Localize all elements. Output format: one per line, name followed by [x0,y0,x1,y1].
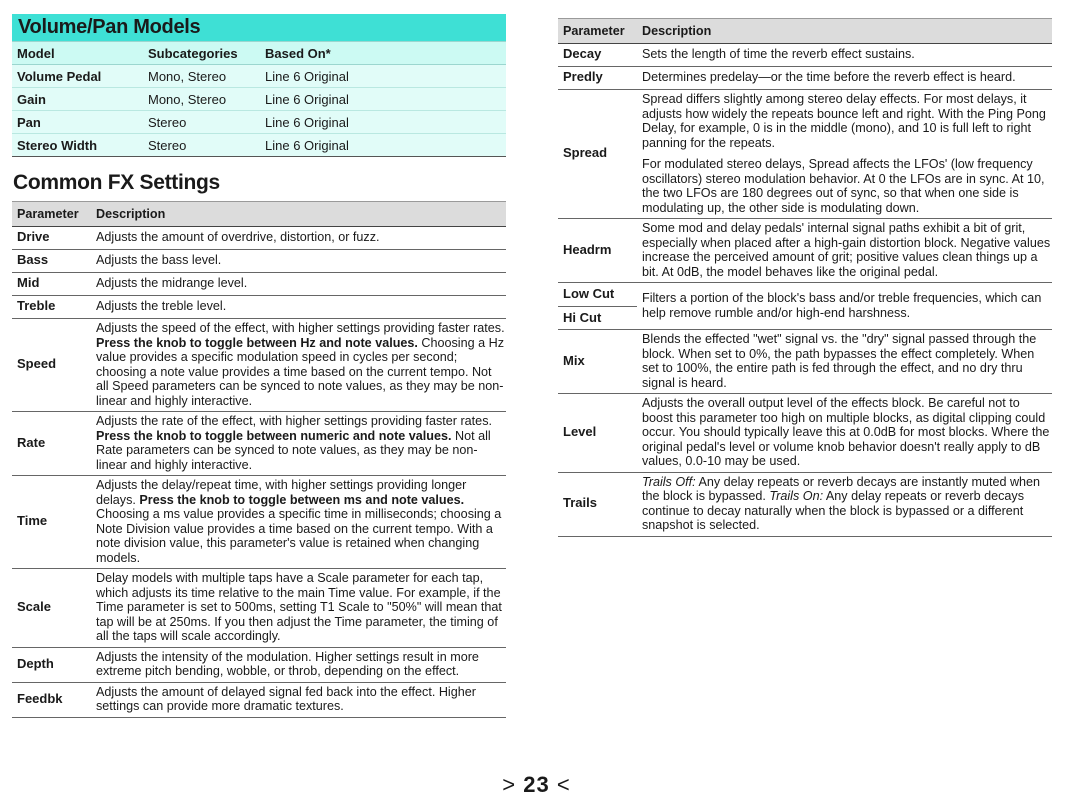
desc-text: Adjusts the speed of the effect, with higher settings providing faster rates. [96,321,505,335]
param-name: Level [558,394,637,473]
param-desc: Some mod and delay pedals' internal signal paths exhibit a bit of grit, especially when placed after a high-gain distortion block. Negative values increase the perceived amount of grit; positive values clean things up a bit. At 0dB, the model behaves like the original pedal. [637,219,1052,283]
table-row [558,394,1052,473]
param-desc: Adjusts the bass level. [91,250,506,273]
based-on-cell: Line 6 Original [260,88,506,111]
table-row [558,472,1052,536]
param-name: Trails [558,472,637,536]
param-name: Rate [12,412,91,476]
table-header-row [12,42,506,65]
column-header: Based On* [260,42,506,65]
param-name: Decay [558,44,637,67]
param-name: Mix [558,330,637,394]
param-desc: Adjusts the intensity of the modulation. Higher settings result in more extreme pitch bending, wobble, or throb, depending on the effect. [91,647,506,682]
column-header: Parameter [12,202,91,227]
param-desc [91,476,506,569]
model-cell: Volume Pedal [12,65,143,88]
param-name: Mid [12,273,91,296]
desc-text: Any delay repeats or reverb decays are instantly muted when the block is bypassed. [642,474,1041,503]
table-row [558,283,1052,330]
desc-text: Adjusts the rate of the effect, with higher settings providing faster rates. [96,414,492,428]
column-header: Description [637,19,1052,44]
column-header: Model [12,42,143,65]
param-name: Feedbk [12,682,91,717]
subcategory-cell: Mono, Stereo [143,88,260,111]
table-header-row [12,202,506,227]
desc-text: Choosing a ms value provides a specific time in milliseconds; choosing a Note Division value provides a time based on the current tempo. With a note division value, this parameter's value is retained when changing models. [96,507,502,565]
table-row [12,273,506,296]
desc-paragraph: Spread differs slightly among stereo delay effects. For most delays, it adjusts how widely the repeats bounce left and right. With the Ping Pong Delay, for example, 0 is in the middle (mono), and 10 is full left to right panning for the repeats. [642,92,1046,150]
table-row [12,647,506,682]
common-fx-title: Common FX Settings [13,171,220,194]
table-row [12,569,506,648]
desc-text: Not all Rate parameters can be synced to note values, as they may be non-linear and highly interactive. [96,428,491,472]
param-desc: Filters a portion of the block's bass and/or treble frequencies, which can help remove rumble and/or high-end harshness. [637,283,1052,330]
table-row [12,250,506,273]
table-row [12,319,506,412]
param-name: Low Cut [558,283,637,307]
table-row [558,44,1052,67]
param-name: Time [12,476,91,569]
table-row [558,90,1052,219]
table-row [12,476,506,569]
table-row [12,682,506,717]
desc-bold: Press the knob to toggle between ms and note values. [139,492,465,507]
table-row [12,412,506,476]
desc-bold: Press the knob to toggle between Hz and note values. [96,335,418,350]
common-fx-table [12,201,506,718]
param-desc: Adjusts the amount of overdrive, distortion, or fuzz. [91,227,506,250]
param-name: Headrm [558,219,637,283]
column-header: Subcategories [143,42,260,65]
param-name: Spread [558,90,637,219]
param-desc: Adjusts the amount of delayed signal fed back into the effect. Higher settings can provide more dramatic textures. [91,682,506,717]
param-desc: Adjusts the treble level. [91,296,506,319]
table-row [558,67,1052,90]
param-name: Bass [12,250,91,273]
param-desc: Adjusts the midrange level. [91,273,506,296]
model-cell: Pan [12,111,143,134]
column-header: Parameter [558,19,637,44]
desc-paragraph: For modulated stereo delays, Spread affects the LFOs' (low frequency oscillators) stereo modulation behavior. At 0 the LFOs are in sync. At 10, the two LFOs are 180 degrees out of sync, so that when one side is modulating up, the other side is modulating down. [642,157,1045,215]
desc-italic: Trails Off: [642,474,696,489]
param-name: Treble [12,296,91,319]
page-number-text: 23 [523,772,550,797]
param-name: Scale [12,569,91,648]
based-on-cell: Line 6 Original [260,111,506,134]
param-name: Speed [12,319,91,412]
param-desc [91,319,506,412]
based-on-cell: Line 6 Original [260,65,506,88]
desc-italic: Trails On: [769,489,824,503]
param-desc [637,90,1052,219]
subcategory-cell: Mono, Stereo [143,65,260,88]
right-column [558,18,1052,537]
param-desc: Blends the effected "wet" signal vs. the "dry" signal passed through the block. When set to 0%, the path bypasses the effect completely. When set to 100%, the entire path is fed through the effect, and no dry thru signal is heard. [637,330,1052,394]
desc-bold: Press the knob to toggle between numeric and note values. [96,428,452,443]
chevron-left-icon: < [556,772,571,797]
table-header-row [558,19,1052,44]
table-row [558,330,1052,394]
param-name: Drive [12,227,91,250]
model-cell: Stereo Width [12,134,143,157]
page-number [0,772,1073,798]
param-desc: Sets the length of time the reverb effect sustains. [637,44,1052,67]
param-name: Depth [12,647,91,682]
subcategory-cell: Stereo [143,111,260,134]
volume-pan-table [12,41,506,157]
model-cell: Gain [12,88,143,111]
volume-pan-title: Volume/Pan Models [12,14,506,41]
effects-param-table [558,18,1052,537]
desc-text: Adjusts the delay/repeat time, with higher settings providing longer delays. [96,478,467,507]
desc-text: Any delay repeats or reverb decays continue to decay naturally when the block is bypassed or a different snapshot is selected. [642,489,1024,532]
param-desc [637,472,1052,536]
param-name: Hi Cut [563,309,602,325]
param-name: Predly [558,67,637,90]
table-row [12,134,506,157]
based-on-cell: Line 6 Original [260,134,506,157]
desc-text: Choosing a Hz value provides a specific modulation speed in cycles per second; choosing a note value provides a time based on the current tempo. Not all Speed parameters can be synced to note values, as they may be non-linear and highly interactive. [96,335,505,408]
param-desc: Delay models with multiple taps have a Scale parameter for each tap, which adjusts its time relative to the main Time value. For example, if the Time parameter is set to 500ms, setting T1 Scale to "50%" will mean that tap will be at 250ms. If you then adjust the Time parameter, the timing of all the taps will scale accordingly. [91,569,506,648]
table-row [12,296,506,319]
table-row [12,111,506,134]
chevron-right-icon: > [502,772,517,797]
left-column [12,14,506,718]
param-desc [91,412,506,476]
table-row [558,219,1052,283]
column-header: Description [91,202,506,227]
param-name-group [558,283,637,330]
table-row [12,227,506,250]
table-row [12,65,506,88]
subcategory-cell: Stereo [143,134,260,157]
table-row [12,88,506,111]
param-desc: Determines predelay—or the time before the reverb effect is heard. [637,67,1052,90]
param-desc: Adjusts the overall output level of the effects block. Be careful not to boost this parameter too high on multiple blocks, as digital clipping could occur. You should typically leave this at 0.0dB for most blocks. Where the original pedal's level or volume knob behavior doesn't really apply to dB values, 0.0-10 may be used. [637,394,1052,473]
